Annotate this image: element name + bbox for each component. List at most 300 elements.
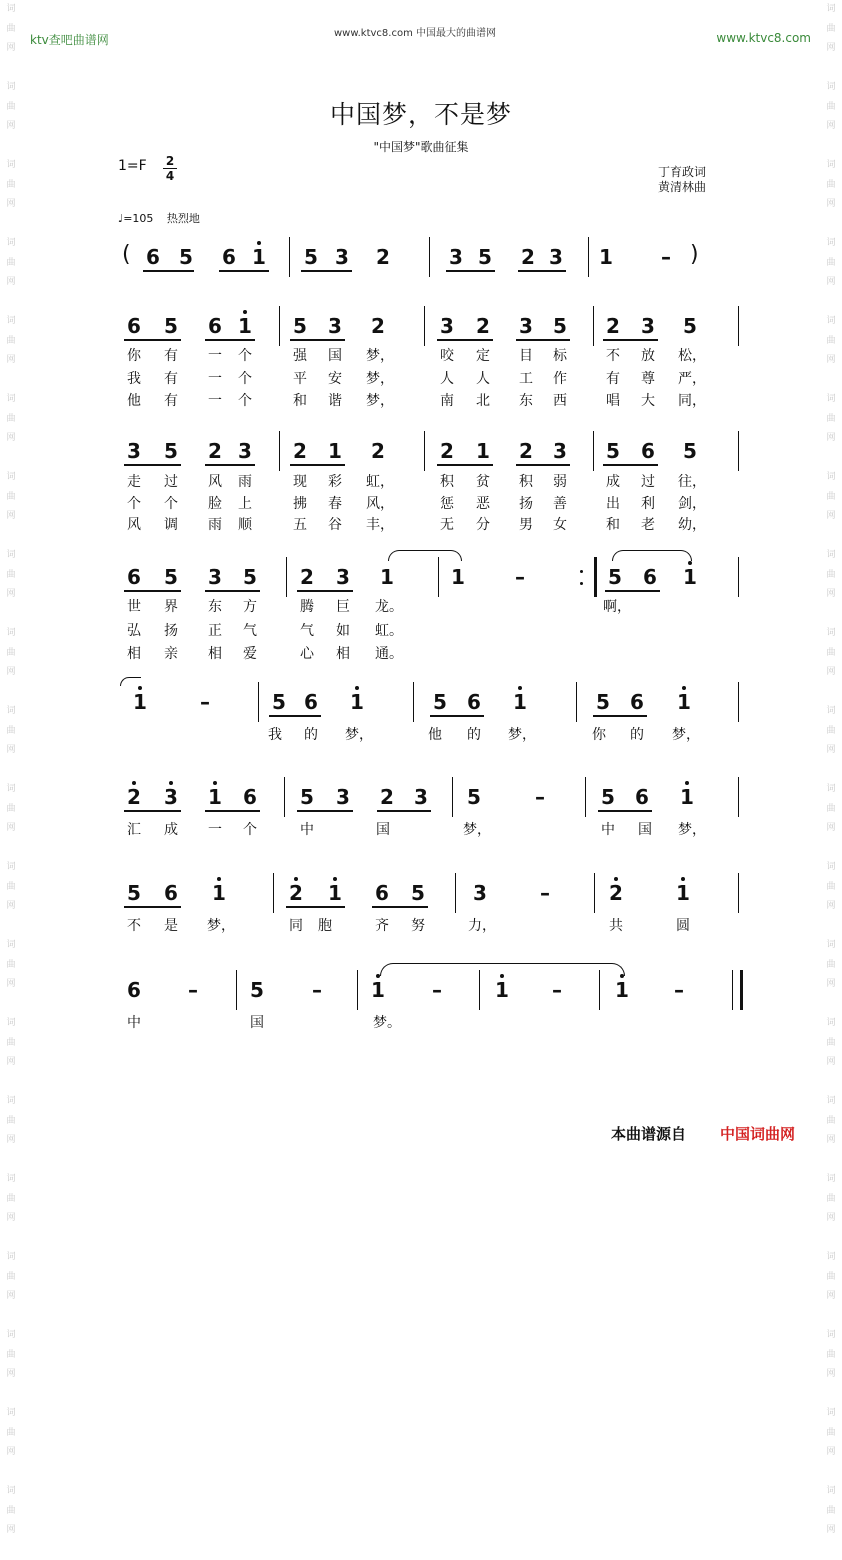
song-subtitle: "中国梦"歌曲征集 xyxy=(373,140,469,154)
repeat-dot xyxy=(580,570,583,573)
note: – xyxy=(552,978,562,1002)
note: 1 xyxy=(683,565,697,589)
octave-dot xyxy=(681,877,685,881)
lyric-syllable: 善 xyxy=(553,496,567,512)
lyric-syllable: 风 xyxy=(208,474,222,490)
lyric-syllable: 老 xyxy=(641,517,655,533)
barline xyxy=(738,873,739,913)
beam-underline xyxy=(124,906,181,908)
lyric-syllable: 有 xyxy=(164,371,178,387)
note: 6 xyxy=(127,978,141,1002)
note: 6 xyxy=(164,881,178,905)
note: 1 xyxy=(328,881,342,905)
time-top: 2 xyxy=(165,154,175,168)
lyric-syllable: 不 xyxy=(127,918,141,934)
note: 6 xyxy=(641,439,655,463)
barline xyxy=(284,777,285,817)
lyric-syllable: 相 xyxy=(127,646,141,662)
open-paren: ( xyxy=(122,242,131,267)
octave-dot xyxy=(138,686,142,690)
note: 1 xyxy=(451,565,465,589)
note: 2 xyxy=(371,314,385,338)
octave-dot xyxy=(243,310,247,314)
lyric-syllable: 心 xyxy=(300,646,314,662)
lyric-syllable: 我 xyxy=(127,371,141,387)
phrase-slur xyxy=(612,550,692,561)
lyric-syllable: 利 xyxy=(641,496,655,512)
beam-underline xyxy=(205,590,260,592)
note: 5 xyxy=(608,565,622,589)
note: 3 xyxy=(328,314,342,338)
note: 6 xyxy=(243,785,257,809)
note: 5 xyxy=(683,314,697,338)
note: 1 xyxy=(350,690,364,714)
lyric-syllable: 气 xyxy=(300,623,314,639)
note: 5 xyxy=(243,565,257,589)
close-paren: ) xyxy=(690,242,699,267)
barline xyxy=(738,682,739,722)
note: 5 xyxy=(272,690,286,714)
lyric-syllable: 上 xyxy=(238,496,252,512)
lyric-syllable: 标 xyxy=(553,348,567,364)
lyric-syllable: 有 xyxy=(606,371,620,387)
lyric-syllable: 是 xyxy=(164,918,178,934)
lyric-syllable: 丰， xyxy=(366,517,394,533)
octave-dot xyxy=(614,877,618,881)
note: 1 xyxy=(380,565,394,589)
lyric-syllable: 同， xyxy=(678,393,706,409)
lyric-syllable: 一 xyxy=(208,348,222,364)
lyric-syllable: 亲 xyxy=(164,646,178,662)
beam-underline xyxy=(598,810,652,812)
source-label: 本曲谱源自 xyxy=(611,1125,687,1143)
lyric-syllable: 国 xyxy=(328,348,342,364)
lyric-syllable: 世 xyxy=(127,599,141,615)
lyric-syllable: 中 xyxy=(300,822,314,838)
lyric-syllable: 唱 xyxy=(606,393,620,409)
note: 1 xyxy=(676,881,690,905)
lyric-syllable: 脸 xyxy=(208,496,222,512)
header-tagline: www.ktvc8.com 中国最大的曲谱网 xyxy=(334,28,497,39)
beam-underline xyxy=(290,464,345,466)
note: 1 xyxy=(328,439,342,463)
beam-underline xyxy=(205,464,255,466)
lyric-syllable: 梦， xyxy=(463,822,491,838)
beam-underline xyxy=(446,270,495,272)
beam-underline xyxy=(297,810,353,812)
beam-underline xyxy=(301,270,352,272)
lyric-syllable: 中 xyxy=(127,1015,141,1031)
lyric-syllable: 和 xyxy=(293,393,307,409)
lyric-syllable: 圆 xyxy=(676,918,690,934)
lyric-syllable: 风， xyxy=(366,496,394,512)
lyric-syllable: 谷 xyxy=(328,517,342,533)
barline xyxy=(588,237,589,277)
note: 2 xyxy=(300,565,314,589)
lyric-syllable: 春 xyxy=(328,496,342,512)
lyric-syllable: 梦， xyxy=(672,727,700,743)
lyric-syllable: 弘 xyxy=(127,623,141,639)
lyric-syllable: 东 xyxy=(208,599,222,615)
note: 1 xyxy=(615,978,629,1002)
lyric-syllable: 严， xyxy=(678,371,706,387)
beam-underline xyxy=(603,464,658,466)
octave-dot xyxy=(257,241,261,245)
lyric-syllable: 分 xyxy=(476,517,490,533)
lyric-syllable: 梦， xyxy=(207,918,235,934)
octave-dot xyxy=(132,781,136,785)
lyric-syllable: 国 xyxy=(376,822,390,838)
octave-dot xyxy=(518,686,522,690)
time-bottom: 4 xyxy=(165,169,175,183)
note: 6 xyxy=(635,785,649,809)
barline xyxy=(738,557,739,597)
beam-underline xyxy=(516,464,570,466)
note: 5 xyxy=(683,439,697,463)
note: 5 xyxy=(300,785,314,809)
barline xyxy=(424,306,425,346)
note: 5 xyxy=(179,245,193,269)
lyric-syllable: 国 xyxy=(638,822,652,838)
barline xyxy=(273,873,274,913)
octave-dot xyxy=(355,686,359,690)
note: 6 xyxy=(127,565,141,589)
lyric-syllable: 梦， xyxy=(508,727,536,743)
note: 1 xyxy=(212,881,226,905)
beam-underline xyxy=(219,270,269,272)
lyric-syllable: 中 xyxy=(601,822,615,838)
lyric-syllable: 尊 xyxy=(641,371,655,387)
lyric-syllable: 北 xyxy=(476,393,490,409)
lyric-syllable: 咬 xyxy=(440,348,454,364)
note: 3 xyxy=(440,314,454,338)
lyric-syllable: 他 xyxy=(127,393,141,409)
note: 6 xyxy=(643,565,657,589)
note: 3 xyxy=(164,785,178,809)
note: 5 xyxy=(478,245,492,269)
note: 1 xyxy=(680,785,694,809)
lyric-syllable: 正 xyxy=(208,623,222,639)
lyric-syllable: 女 xyxy=(553,517,567,533)
beam-underline xyxy=(143,270,194,272)
barline xyxy=(738,431,739,471)
lyric-syllable: 风 xyxy=(127,517,141,533)
octave-dot xyxy=(217,877,221,881)
note: 3 xyxy=(335,245,349,269)
lyric-syllable: 顺 xyxy=(238,517,252,533)
lyric-syllable: 相 xyxy=(208,646,222,662)
note: 2 xyxy=(609,881,623,905)
note: 2 xyxy=(519,439,533,463)
note: 3 xyxy=(414,785,428,809)
beam-underline xyxy=(290,339,345,341)
expression-marking: 热烈地 xyxy=(166,212,200,225)
lyric-syllable: 安 xyxy=(328,371,342,387)
note: – xyxy=(540,881,550,905)
lyric-syllable: 界 xyxy=(164,599,178,615)
note: – xyxy=(200,690,210,714)
lyric-syllable: 方 xyxy=(243,599,257,615)
note: 3 xyxy=(519,314,533,338)
note: 5 xyxy=(433,690,447,714)
note: 3 xyxy=(238,439,252,463)
note: 6 xyxy=(630,690,644,714)
lyric-syllable: 一 xyxy=(208,371,222,387)
barline xyxy=(599,970,600,1010)
note: – xyxy=(432,978,442,1002)
lyric-syllable: 不 xyxy=(606,348,620,364)
lyric-syllable: 人 xyxy=(440,371,454,387)
lyric-syllable: 有 xyxy=(164,393,178,409)
lyric-syllable: 的 xyxy=(467,727,481,743)
lyric-syllable: 雨 xyxy=(238,474,252,490)
right-watermark-strip: 词 曲 网 词 曲 网 词 曲 网 词 曲 网 词 曲 网 词 曲 网 词 曲 网 词 曲 网 词 曲 网 词 曲 网 词 曲 网 词 曲 网 词 曲 网 词 曲 网 词 曲 网 词 曲 网 词 曲 网 词 曲 网 词 曲 网 词 曲 网 xyxy=(826,4,836,1535)
note: 3 xyxy=(208,565,222,589)
note: 2 xyxy=(371,439,385,463)
note: 3 xyxy=(336,565,350,589)
beam-underline xyxy=(286,906,345,908)
lyric-syllable: 梦， xyxy=(366,348,394,364)
barline xyxy=(413,682,414,722)
lyric-syllable: 积 xyxy=(519,474,533,490)
lyric-syllable: 西 xyxy=(553,393,567,409)
lyric-syllable: 你 xyxy=(127,348,141,364)
lyric-syllable: 梦， xyxy=(366,371,394,387)
lyric-syllable: 往， xyxy=(678,474,706,490)
lyric-syllable: 相 xyxy=(336,646,350,662)
barline xyxy=(289,237,290,277)
note: 3 xyxy=(449,245,463,269)
note: 1 xyxy=(252,245,266,269)
lyric-syllable: 一 xyxy=(208,393,222,409)
beam-underline xyxy=(377,810,431,812)
note: 2 xyxy=(380,785,394,809)
note: 2 xyxy=(606,314,620,338)
note: 3 xyxy=(336,785,350,809)
lyric-syllable: 梦， xyxy=(345,727,373,743)
lyric-syllable: 积 xyxy=(440,474,454,490)
lyric-syllable: 大 xyxy=(641,393,655,409)
beam-underline xyxy=(124,590,181,592)
note: 6 xyxy=(467,690,481,714)
lyric-syllable: 扬 xyxy=(164,623,178,639)
beam-underline xyxy=(593,715,647,717)
lyric-syllable: 个 xyxy=(164,496,178,512)
note: 5 xyxy=(250,978,264,1002)
octave-dot xyxy=(294,877,298,881)
lyric-syllable: 贫 xyxy=(476,474,490,490)
note: 5 xyxy=(164,439,178,463)
lyric-syllable: 个 xyxy=(238,371,252,387)
note: 5 xyxy=(467,785,481,809)
note: 6 xyxy=(146,245,160,269)
song-title: 中国梦，不是梦 xyxy=(329,100,512,129)
lyric-syllable: 幼， xyxy=(678,517,706,533)
final-barline xyxy=(594,557,597,597)
note: – xyxy=(661,245,671,269)
note: 2 xyxy=(521,245,535,269)
note: 5 xyxy=(606,439,620,463)
note: 1 xyxy=(677,690,691,714)
lyric-syllable: 齐 xyxy=(375,918,389,934)
beam-underline xyxy=(124,339,181,341)
note: 1 xyxy=(133,690,147,714)
lyric-syllable: 平 xyxy=(293,371,307,387)
barline xyxy=(279,306,280,346)
lyric-syllable: 有 xyxy=(164,348,178,364)
lyric-syllable: 出 xyxy=(606,496,620,512)
key-signature: 1=F xyxy=(118,158,147,174)
note: 6 xyxy=(208,314,222,338)
lyric-syllable: 惩 xyxy=(440,496,454,512)
beam-underline xyxy=(124,810,181,812)
barline xyxy=(479,970,480,1010)
note: 3 xyxy=(641,314,655,338)
octave-dot xyxy=(169,781,173,785)
lyric-syllable: 努 xyxy=(411,918,425,934)
barline xyxy=(455,873,456,913)
lyric-syllable: 男 xyxy=(519,517,533,533)
lyric-syllable: 我 xyxy=(268,727,282,743)
tie-slur xyxy=(388,550,462,561)
lyric-syllable: 放 xyxy=(641,348,655,364)
lyric-syllable: 虹。 xyxy=(375,623,403,639)
lyric-syllable: 的 xyxy=(304,727,318,743)
note: 2 xyxy=(289,881,303,905)
lyric-syllable: 你 xyxy=(592,727,606,743)
note: 5 xyxy=(553,314,567,338)
note: 5 xyxy=(601,785,615,809)
tempo-value: ♩=105 xyxy=(118,212,154,225)
beam-underline xyxy=(297,590,353,592)
header-site-url[interactable]: www.ktvc8.com xyxy=(716,31,811,45)
barline xyxy=(732,970,733,1010)
header-site-name[interactable]: ktv查吧曲谱网 xyxy=(30,33,109,47)
note: 2 xyxy=(376,245,390,269)
beam-underline xyxy=(516,339,570,341)
barline xyxy=(593,306,594,346)
lyric-syllable: 目 xyxy=(519,348,533,364)
note: 6 xyxy=(127,314,141,338)
lyric-syllable: 作 xyxy=(553,371,567,387)
beam-underline xyxy=(437,339,493,341)
octave-dot xyxy=(688,561,692,565)
lyric-syllable: 工 xyxy=(519,371,533,387)
note: 5 xyxy=(164,314,178,338)
repeat-dot xyxy=(580,582,583,585)
lyric-syllable: 弱 xyxy=(553,474,567,490)
lyric-syllable: 成 xyxy=(164,822,178,838)
note: 2 xyxy=(476,314,490,338)
lyric-syllable: 一 xyxy=(208,822,222,838)
lyric-syllable: 通。 xyxy=(375,646,403,662)
note: 3 xyxy=(473,881,487,905)
octave-dot xyxy=(685,781,689,785)
lyric-syllable: 如 xyxy=(336,623,350,639)
beam-underline xyxy=(430,715,484,717)
lyric-syllable: 成 xyxy=(606,474,620,490)
barline xyxy=(593,431,594,471)
lyric-syllable: 调 xyxy=(164,517,178,533)
lyric-syllable: 梦， xyxy=(366,393,394,409)
octave-dot xyxy=(213,781,217,785)
note: 5 xyxy=(127,881,141,905)
note: 5 xyxy=(293,314,307,338)
lyric-syllable: 东 xyxy=(519,393,533,409)
lyric-syllable: 力， xyxy=(468,918,496,934)
barline xyxy=(279,431,280,471)
lyric-syllable: 汇 xyxy=(127,822,141,838)
note: 3 xyxy=(549,245,563,269)
lyric-syllable: 巨 xyxy=(336,599,350,615)
lyric-syllable: 个 xyxy=(238,348,252,364)
lyric-syllable: 虹， xyxy=(366,474,394,490)
note: 1 xyxy=(599,245,613,269)
lyric-syllable: 胞 xyxy=(318,918,332,934)
lyric-syllable: 腾 xyxy=(300,599,314,615)
barline xyxy=(236,970,237,1010)
lyric-syllable: 定 xyxy=(476,348,490,364)
note: – xyxy=(312,978,322,1002)
beam-underline xyxy=(124,464,181,466)
octave-dot xyxy=(333,877,337,881)
note: 5 xyxy=(304,245,318,269)
barline xyxy=(576,682,577,722)
beam-underline xyxy=(603,339,658,341)
lyric-syllable: 个 xyxy=(238,393,252,409)
barline xyxy=(286,557,287,597)
note: 6 xyxy=(375,881,389,905)
lyric-syllable: 共 xyxy=(609,918,623,934)
barline xyxy=(738,777,739,817)
note: 2 xyxy=(293,439,307,463)
barline xyxy=(452,777,453,817)
beam-underline xyxy=(269,715,321,717)
tie-continuation xyxy=(120,677,141,686)
note: 6 xyxy=(222,245,236,269)
note: 5 xyxy=(164,565,178,589)
beam-underline xyxy=(437,464,493,466)
lyric-syllable: 梦。 xyxy=(373,1015,401,1031)
note: – xyxy=(515,565,525,589)
time-signature xyxy=(163,155,177,182)
lyric-syllable: 无 xyxy=(440,517,454,533)
barline xyxy=(258,682,259,722)
note: – xyxy=(188,978,198,1002)
barline xyxy=(438,557,439,597)
lyric-syllable: 人 xyxy=(476,371,490,387)
barline xyxy=(424,431,425,471)
note: 1 xyxy=(476,439,490,463)
lyric-syllable: 雨 xyxy=(208,517,222,533)
note: 5 xyxy=(596,690,610,714)
note: 6 xyxy=(304,690,318,714)
lyric-syllable: 恶 xyxy=(476,496,490,512)
lyric-syllable: 国 xyxy=(250,1015,264,1031)
barline xyxy=(429,237,430,277)
beam-underline xyxy=(518,270,566,272)
note: 3 xyxy=(553,439,567,463)
note: 2 xyxy=(208,439,222,463)
barline xyxy=(738,306,739,346)
note: 2 xyxy=(127,785,141,809)
lyric-syllable: 个 xyxy=(243,822,257,838)
lyricist-credit: 丁育政词 xyxy=(658,165,707,179)
barline xyxy=(357,970,358,1010)
source-link[interactable]: 中国词曲网 xyxy=(720,1125,796,1143)
lyric-syllable: 的 xyxy=(630,727,644,743)
lyric-syllable: 他 xyxy=(428,727,442,743)
